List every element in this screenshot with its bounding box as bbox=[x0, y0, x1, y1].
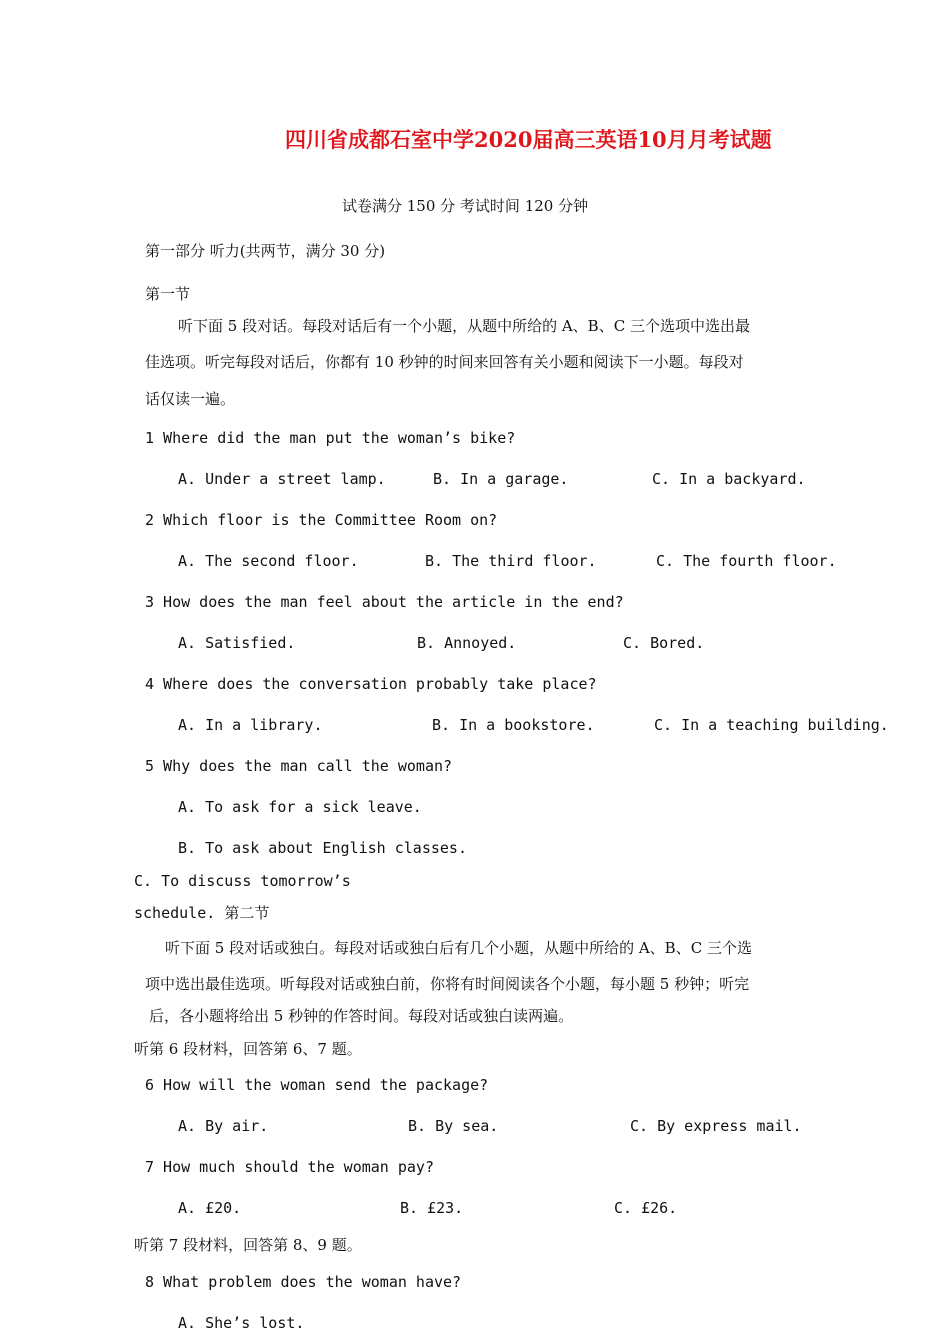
option-c-tail: schedule. bbox=[134, 904, 216, 922]
option-c: C. To discuss tomorrow’s bbox=[134, 872, 351, 890]
question-stem: 4 Where does the conversation probably take place? bbox=[145, 675, 597, 693]
section1-instruction-line: 佳选项。听完每段对话后，你都有 10 秒钟的时间来回答有关小题和阅读下一小题。每段对 bbox=[145, 353, 744, 371]
option-a: A. To ask for a sick leave. bbox=[178, 798, 422, 816]
section1-heading: 第一节 bbox=[145, 285, 191, 303]
option-c: C. £26. bbox=[614, 1199, 678, 1217]
option-c: C. By express mail. bbox=[630, 1117, 802, 1135]
question-stem: 7 How much should the woman pay? bbox=[145, 1158, 434, 1176]
part1-heading: 第一部分 听力(共两节，满分 30 分) bbox=[145, 242, 386, 260]
option-b: B. By sea. bbox=[408, 1117, 499, 1135]
option-a: A. She’s lost. bbox=[178, 1314, 305, 1332]
question-stem: 8 What problem does the woman have? bbox=[145, 1273, 462, 1291]
question-stem: 3 How does the man feel about the article in the end? bbox=[145, 593, 624, 611]
option-c: C. In a backyard. bbox=[652, 470, 806, 488]
section2-instruction-line: 项中选出最佳选项。听每段对话或独白前，你将有时间阅读各个小题，每小题 5 秒钟；听完 bbox=[145, 975, 750, 993]
section2-heading: 第二节 bbox=[224, 904, 270, 922]
option-c: C. In a teaching building. bbox=[654, 716, 889, 734]
option-b: B. The third floor. bbox=[425, 552, 597, 570]
option-c-continued bbox=[134, 903, 269, 923]
section2-instruction-line: 听下面 5 段对话或独白。每段对话或独白后有几个小题，从题中所给的 A、B、C 三个选 bbox=[165, 939, 752, 957]
section1-instruction-line: 听下面 5 段对话。每段对话后有一个小题，从题中所给的 A、B、C 三个选项中选出最 bbox=[178, 317, 750, 335]
question-stem: 1 Where did the man put the woman’s bike? bbox=[145, 429, 516, 447]
option-c: C. Bored. bbox=[623, 634, 705, 652]
document-title: 四川省成都石室中学2020届高三英语10月月考试题 bbox=[285, 127, 772, 152]
option-a: A. Satisfied. bbox=[178, 634, 296, 652]
option-b: B. In a garage. bbox=[433, 470, 569, 488]
option-b: B. To ask about English classes. bbox=[178, 839, 467, 857]
option-a: A. In a library. bbox=[178, 716, 323, 734]
option-a: A. Under a street lamp. bbox=[178, 470, 386, 488]
option-a: A. By air. bbox=[178, 1117, 269, 1135]
option-b: B. Annoyed. bbox=[417, 634, 517, 652]
question-stem: 5 Why does the man call the woman? bbox=[145, 757, 453, 775]
material-heading: 听第 6 段材料，回答第 6、7 题。 bbox=[134, 1040, 362, 1058]
question-stem: 2 Which floor is the Committee Room on? bbox=[145, 511, 498, 529]
option-a: A. The second floor. bbox=[178, 552, 359, 570]
option-a: A. £20. bbox=[178, 1199, 242, 1217]
material-heading: 听第 7 段材料，回答第 8、9 题。 bbox=[134, 1236, 362, 1254]
option-b: B. In a bookstore. bbox=[432, 716, 595, 734]
section1-instruction-line: 话仅读一遍。 bbox=[145, 390, 236, 408]
option-b: B. £23. bbox=[400, 1199, 464, 1217]
question-stem: 6 How will the woman send the package? bbox=[145, 1076, 489, 1094]
option-c: C. The fourth floor. bbox=[656, 552, 837, 570]
section2-instruction-line: 后，各小题将给出 5 秒钟的作答时间。每段对话或独白读两遍。 bbox=[149, 1007, 574, 1025]
exam-info: 试卷满分 150 分 考试时间 120 分钟 bbox=[342, 197, 589, 215]
